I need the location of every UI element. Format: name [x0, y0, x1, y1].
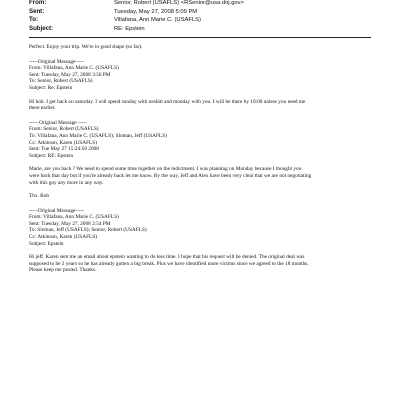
quoted-text-line: Hi bob. I get back on saturday. I will spend sunday with nesbitt and monday with you. I will be there by 10:00 unless you need me: [29, 98, 306, 105]
quoted-text-line: there earlier.: [29, 105, 56, 112]
to-label: To:: [29, 16, 39, 23]
reply-text: Perfect. Enjoy your trip. We're in good shape (so far).: [29, 44, 143, 50]
quoted-cc: Cc: Atkinson, Karen (USAFLS): [29, 139, 97, 146]
quoted-to: To: Villafana, Ann Marie C. (USAFLS); Sloman, Jeff (USAFLS): [29, 132, 167, 139]
spacer: [29, 186, 369, 193]
quoted-text-line: Please keep me posted. Thanks.: [29, 267, 97, 274]
quoted-message-2: [29, 120, 369, 200]
quoted-text-line: Marie, are you back ? We need to spend some time together on the indictment. I was planning on Monday because I thought you: [29, 166, 302, 173]
quoted-to: To: Sloman, Jeff (USAFLS); Senior, Robert (USAFLS): [29, 227, 147, 234]
header-to-row: [29, 17, 379, 26]
quoted-sent: Sent: Tuesday, May 27, 2008 2:54 PM: [29, 220, 111, 227]
signoff: Thx. Bob: [29, 193, 50, 200]
quoted-sent: Sent: Tuesday, May 27, 2008 3:56 PM: [29, 71, 111, 78]
to-value: Villafana, Ann Marie C. (USAFLS): [114, 17, 201, 23]
from-label: From:: [29, 0, 47, 6]
spacer: [29, 51, 369, 59]
sent-label: Sent:: [29, 7, 45, 15]
subject-value: RE: Epstein: [114, 25, 145, 32]
quoted-to: To: Senior, Robert (USAFLS): [29, 78, 93, 85]
spacer: [29, 112, 369, 120]
from-value: Senior, Robert (USAFLS) <RSenior@usa.doj.gov>: [114, 0, 244, 6]
quoted-text-line: supposed to be 2 years so he has already gotten a big break. Plus we have identified more victims since we agreed to the 18 months.: [29, 260, 309, 267]
original-message-separator: ----- Original Message -----: [29, 119, 87, 126]
quoted-from: From: Villafana, Ann Marie C. (USAFLS): [29, 65, 119, 72]
quoted-text-line: were back that day but if you're already back let me know. By the way, Jeff and Alex have been very clear that we are not negotiating: [29, 172, 312, 179]
header-subject-row: [29, 26, 379, 35]
spacer: [29, 92, 369, 99]
quoted-sent: Sent: Tue May 27 15:24:50 2008: [29, 146, 99, 153]
quoted-text-line: with this guy any more in any way.: [29, 179, 104, 186]
subject-label: Subject:: [29, 24, 54, 32]
quoted-subject: Subject: Re: Epstein: [29, 84, 73, 91]
spacer: [29, 200, 369, 208]
original-message-separator: -----Original Message-----: [29, 207, 85, 214]
spacer: [29, 159, 369, 166]
quoted-subject: Subject: Epstein: [29, 240, 64, 247]
quoted-message-1: [29, 59, 369, 112]
quoted-message-3: [29, 208, 369, 274]
header-divider: [29, 37, 371, 38]
quoted-from: From: Villafana, Ann Marie C. (USAFLS): [29, 214, 119, 221]
email-body: [29, 44, 369, 274]
quoted-from: From: Senior, Robert (USAFLS): [29, 126, 99, 133]
quoted-subject: Subject: RE: Epstein: [29, 152, 74, 159]
sent-value: Tuesday, May 27, 2008 5:09 PM: [114, 8, 198, 15]
original-message-separator: -----Original Message-----: [29, 58, 85, 65]
header-sent-row: [29, 9, 379, 18]
header-from-row: [29, 0, 379, 9]
quoted-cc: Cc: Atkinson, Karen (USAFLS): [29, 234, 97, 241]
quoted-text-line: Hi jeff. Karen sent me an email about epstein wanting to do less time. I hope that his request will be denied. The original deal was: [29, 254, 305, 261]
email-header: [29, 0, 379, 34]
